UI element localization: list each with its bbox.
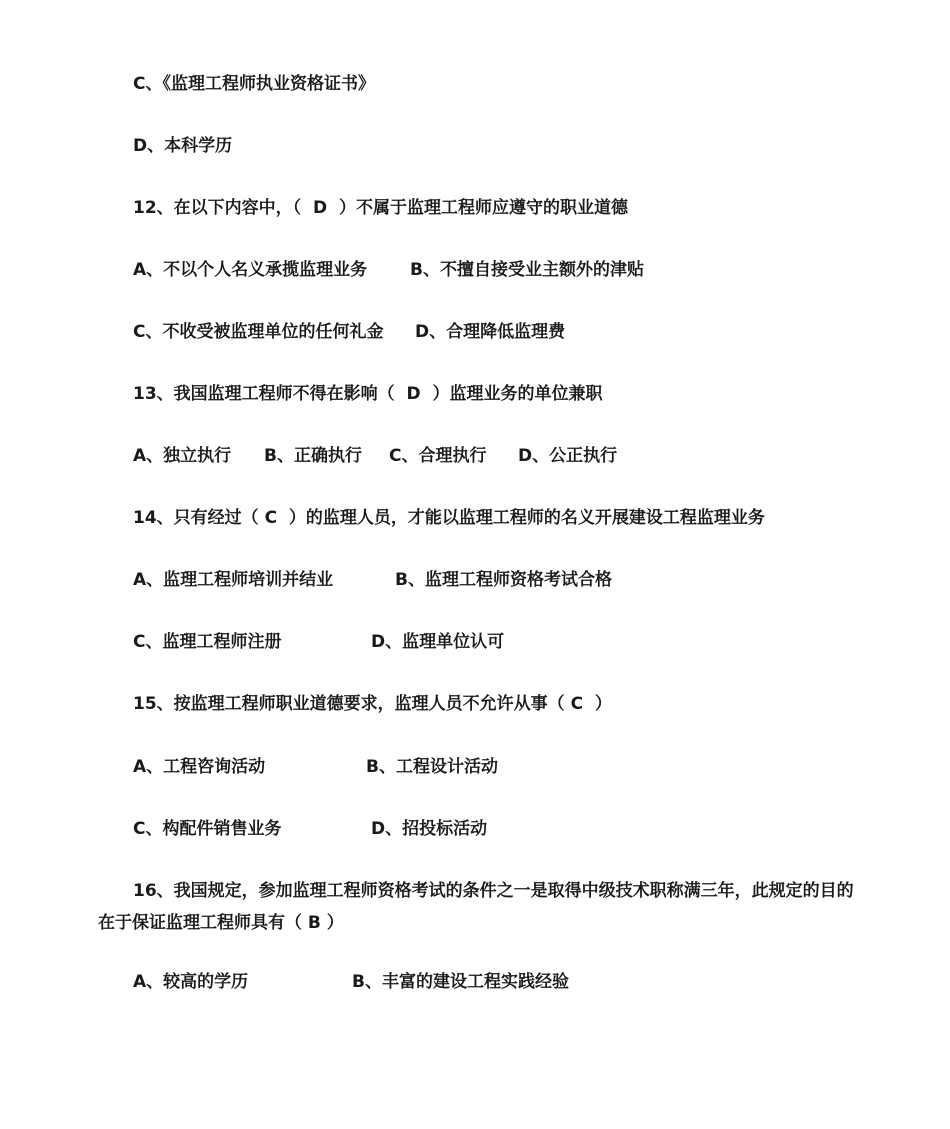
q15-option-d: D、招投标活动 bbox=[371, 819, 488, 839]
question-15: 15、按监理工程师职业道德要求，监理人员不允许从事（ C ） bbox=[133, 694, 612, 714]
q12-option-a: A、不以个人名义承揽监理业务 bbox=[133, 260, 368, 280]
q12-option-c: C、不收受被监理单位的任何礼金 bbox=[133, 322, 384, 342]
question-14: 14、只有经过（ C ）的监理人员，才能以监理工程师的名义开展建设工程监理业务 bbox=[133, 508, 765, 528]
q16-option-b: B、丰富的建设工程实践经验 bbox=[352, 972, 569, 992]
q12-option-b: B、不擅自接受业主额外的津贴 bbox=[410, 260, 644, 280]
q15-option-c: C、构配件销售业务 bbox=[133, 819, 282, 839]
q12-option-d: D、合理降低监理费 bbox=[415, 322, 566, 342]
q15-option-b: B、工程设计活动 bbox=[366, 757, 498, 777]
q13-option-b: B、正确执行 bbox=[264, 446, 362, 466]
question-12: 12、在以下内容中，（ D ）不属于监理工程师应遵守的职业道德 bbox=[133, 198, 628, 218]
question-16: 16、我国规定，参加监理工程师资格考试的条件之一是取得中级技术职称满三年，此规定的目的在于保证监理工程师具有（ B ） bbox=[98, 881, 854, 933]
q14-option-b: B、监理工程师资格考试合格 bbox=[395, 570, 612, 590]
question-13: 13、我国监理工程师不得在影响（ D ）监理业务的单位兼职 bbox=[133, 384, 603, 404]
q13-option-a: A、独立执行 bbox=[133, 446, 232, 466]
q14-option-a: A、监理工程师培训并结业 bbox=[133, 570, 334, 590]
q13-option-d: D、公正执行 bbox=[518, 446, 618, 466]
q15-option-a: A、工程咨询活动 bbox=[133, 757, 266, 777]
q13-option-c: C、合理执行 bbox=[389, 446, 487, 466]
option-line: C、《监理工程师执业资格证书》 bbox=[133, 74, 375, 94]
q16-option-a: A、较高的学历 bbox=[133, 972, 249, 992]
q14-option-d: D、监理单位认可 bbox=[371, 632, 505, 652]
option-line: D、本科学历 bbox=[133, 136, 233, 156]
q14-option-c: C、监理工程师注册 bbox=[133, 632, 282, 652]
